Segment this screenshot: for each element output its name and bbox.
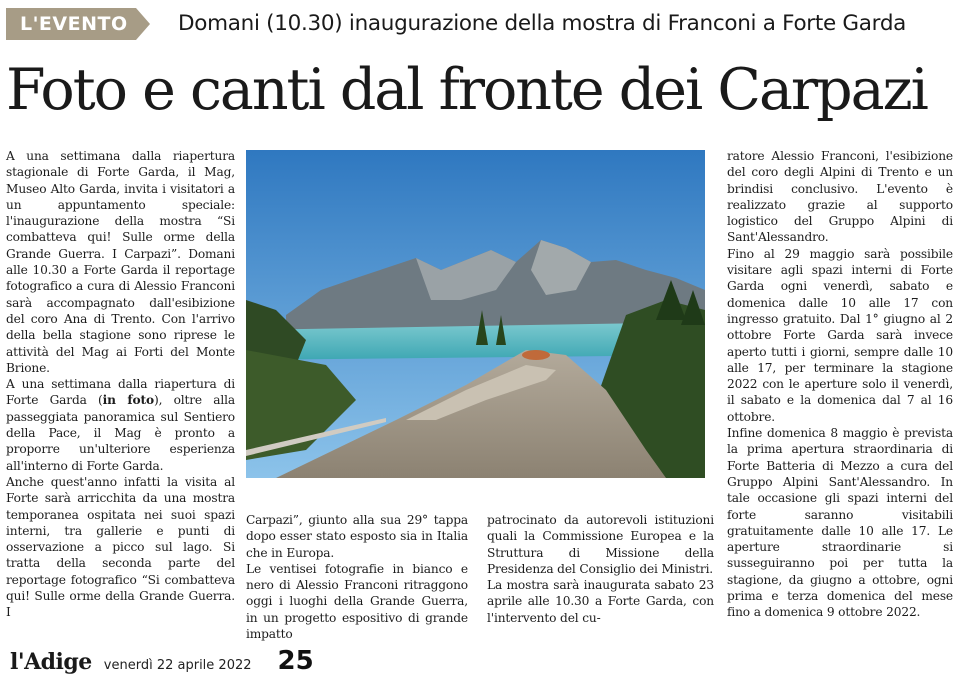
kicker-label: L'EVENTO <box>6 8 136 40</box>
paragraph: Anche quest'anno infatti la visita al Forte sarà arricchita da una mostra temporanea ospitata nei suoi spazi interni, tra gallerie e punti di osservazione a picco sul lago. Si tratta della seconda parte del reportage fotografico “Si combatteva qui! Sulle orme della Grande Guerra. I <box>6 474 235 620</box>
paragraph: Le ventisei fotografie in bianco e nero di Alessio Franconi ritraggono oggi i luoghi della Grande Guerra, in un progetto espositivo di grande impatto <box>246 561 468 642</box>
issue-date: venerdì 22 aprile 2022 <box>103 658 252 673</box>
article-column-4 <box>727 148 953 621</box>
article-column-1 <box>6 148 235 621</box>
article-column-3 <box>487 512 714 626</box>
paragraph: patrocinato da autorevoli istituzioni quali la Commissione Europea e la Struttura di Missione della Presidenza del Consiglio dei Ministri. <box>487 513 714 576</box>
article-column-2 <box>246 512 468 642</box>
paragraph <box>6 376 235 474</box>
text-run: A una settimana dalla riapertura di Forte Garda ( <box>6 377 235 408</box>
paragraph: Fino al 29 maggio sarà possibile visitare agli spazi interni di Forte Garda ogni venerdì, sabato e domenica dalle 10 alle 17 con ingresso gratuito. Dal 1° giugno al 2 ottobre Forte Garda sarà invece aperto tutti i giorni, sempre dalle 10 alle 17, per terminare la stagione 2022 con le aperture solo il venerdì, il sabato e la domenica dal 7 al 16 ottobre. <box>727 246 953 424</box>
photo-reference: in foto <box>102 393 154 408</box>
section-kicker <box>6 8 150 40</box>
paragraph: A una settimana dalla riapertura stagionale di Forte Garda, il Mag, Museo Alto Garda, invita i visitatori a un appuntamento speciale: l'inaugurazione della mostra “Si combatteva qui! Sulle orme della Grande Guerra. I Carpazi”. Domani alle 10.30 a Forte Garda il reportage fotografico a cura di Alessio Franconi sarà accompagnato dall'esibizione del coro Ana di Trento. Con l'arrivo della bella stagione sono riprese le attività del Mag ai Forti del Monte Brione. <box>6 149 235 375</box>
lake-landscape-image <box>246 150 705 478</box>
paragraph: La mostra sarà inaugurata sabato 23 aprile alle 10.30 a Forte Garda, con l'intervento del cu- <box>487 578 714 625</box>
paragraph: Infine domenica 8 maggio è prevista la prima apertura straordinaria di Forte Batteria di Mezzo a cura del Gruppo Alpini Sant'Alessandro. In tale occasione gli spazi interni del forte saranno visitabili gratuitamente dalle 10 alle 17. Le aperture straordinarie si susseguiranno poi per tutta la stagione, da giugno a ottobre, ogni prima e terza domenica del mese fino a domenica 9 ottobre 2022. <box>727 426 953 620</box>
kicker-subtitle: Domani (10.30) inaugurazione della mostra di Franconi a Forte Garda <box>178 11 907 36</box>
newspaper-logo: l'Adige <box>10 649 92 675</box>
paragraph: ratore Alessio Franconi, l'esibizione del coro degli Alpini di Trento e un brindisi conclusivo. L'evento è realizzato grazie al supporto logistico del Gruppo Alpini di Sant'Alessandro. <box>727 149 953 245</box>
page-number: 25 <box>277 646 314 676</box>
paragraph: Carpazi”, giunto alla sua 29° tappa dopo esser stato esposto sia in Italia che in Europa. <box>246 513 468 560</box>
kicker-arrow-icon <box>136 8 150 40</box>
page-footer <box>10 646 314 676</box>
article-headline: Foto e canti dal fronte dei Carpazi <box>6 57 927 123</box>
article-photo <box>246 150 705 478</box>
text-run: ), oltre alla passeggiata panoramica sul Sentiero della Pace, il Mag è pronto a proporre un'ulteriore esperienza all'interno di Forte Garda. <box>6 393 235 473</box>
